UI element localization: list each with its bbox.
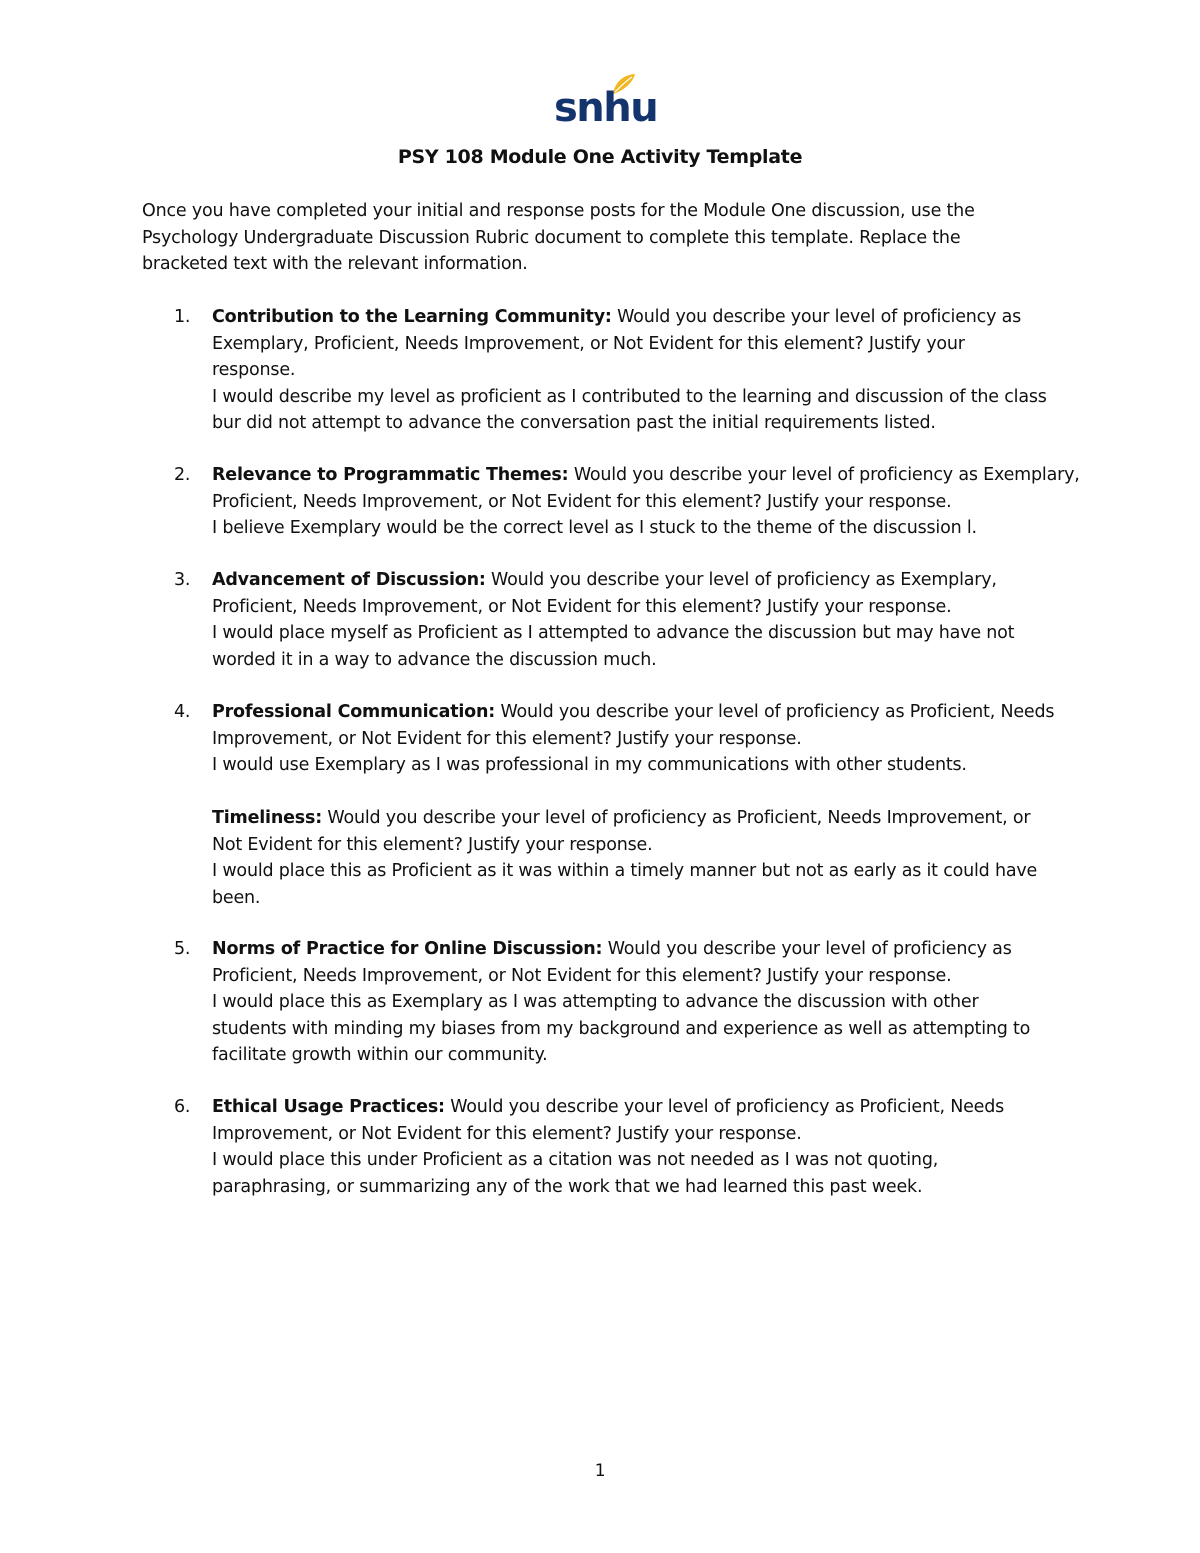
list-item-3	[174, 567, 1092, 673]
item-label: Ethical Usage Practices:	[212, 1097, 445, 1117]
item-question-line: Would you describe your level of proficiency as Exemplary,	[573, 465, 1080, 485]
item-number: 5.	[174, 939, 191, 959]
item-number: 1.	[174, 307, 191, 327]
item-question-line: Improvement, or Not Evident for this element? Justify your response.	[212, 728, 802, 749]
item-question-line: Would you describe your level of proficiency as Proficient, Needs	[450, 1097, 1005, 1117]
item-label: Professional Communication:	[212, 702, 496, 722]
item-answer-line: I would place this as Exemplary as I was attempting to advance the discussion with other	[212, 992, 979, 1012]
item-question-line: Would you describe your level of proficiency as Proficient, Needs	[500, 702, 1055, 722]
item-question-line: Exemplary, Proficient, Needs Improvement, or Not Evident for this element? Justify your	[212, 333, 965, 354]
item-question-line: Not Evident for this element? Justify your response.	[212, 834, 653, 855]
item-question-line: Proficient, Needs Improvement, or Not Evident for this element? Justify your response.	[212, 596, 952, 617]
item-answer-line: bur did not attempt to advance the conversation past the initial requirements listed.	[212, 413, 936, 433]
list-item-6	[174, 1094, 1092, 1200]
item-label: Norms of Practice for Online Discussion:	[212, 939, 603, 959]
item-question-line: Proficient, Needs Improvement, or Not Evident for this element? Justify your response.	[212, 491, 952, 512]
item-question-line: Improvement, or Not Evident for this element? Justify your response.	[212, 1123, 802, 1144]
item-label: Timeliness:	[212, 808, 322, 828]
item-answer-line: I would place myself as Proficient as I attempted to advance the discussion but may have not	[212, 623, 1015, 643]
item-answer-line: I would place this under Proficient as a citation was not needed as I was not quoting,	[212, 1150, 939, 1170]
item-number: 6.	[174, 1097, 191, 1117]
item-answer-line: worded it in a way to advance the discussion much.	[212, 649, 657, 670]
item-question-line: Would you describe your level of proficiency as	[617, 307, 1022, 327]
item-number: 2.	[174, 465, 191, 485]
item-answer-line: I would use Exemplary as I was professional in my communications with other students.	[212, 755, 967, 775]
item-answer-line: I believe Exemplary would be the correct level as I stuck to the theme of the discussion l.	[212, 518, 977, 538]
item-label: Relevance to Programmatic Themes:	[212, 465, 569, 485]
item-question-line: response.	[212, 360, 296, 380]
item-number: 3.	[174, 570, 191, 590]
item-answer-line: I would place this as Proficient as it was within a timely manner but not as early as it could have	[212, 861, 1038, 881]
intro-paragraph: Once you have completed your initial and response posts for the Module One discussion, use the Psychology Undergraduate Discussion Rubric document to complete this template. Replace the bracketed text with the relevant information.	[142, 201, 975, 274]
item-answer-line: been.	[212, 887, 261, 908]
page-title: PSY 108 Module One Activity Template	[397, 146, 803, 168]
item-label: Contribution to the Learning Community:	[212, 307, 612, 327]
list-item-5	[174, 936, 1092, 1069]
item-answer-line: paraphrasing, or summarizing any of the work that we had learned this past week.	[212, 1176, 923, 1197]
list-item-4	[174, 699, 1092, 779]
item-question-line: Would you describe your level of proficiency as Proficient, Needs Improvement, or	[327, 808, 1031, 828]
item-question-line: Would you describe your level of proficiency as Exemplary,	[491, 570, 997, 590]
page-number: 1	[594, 1461, 606, 1481]
logo-text: snhu	[554, 85, 658, 131]
item-answer-line: I would describe my level as proficient as I contributed to the learning and discussion of the class	[212, 386, 1047, 407]
item-label: Advancement of Discussion:	[212, 570, 486, 590]
item-answer-line: facilitate growth within our community.	[212, 1045, 548, 1065]
item-answer-line: students with minding my biases from my background and experience as well as attempting to	[212, 1018, 1031, 1039]
list-item-timeliness	[212, 805, 1092, 911]
item-question-line: Would you describe your level of proficiency as	[607, 939, 1012, 959]
list-item-2	[174, 462, 1092, 542]
list-item-1	[174, 304, 1092, 437]
item-question-line: Proficient, Needs Improvement, or Not Evident for this element? Justify your response.	[212, 965, 952, 986]
item-number: 4.	[174, 702, 191, 722]
snhu-logo	[554, 72, 658, 134]
